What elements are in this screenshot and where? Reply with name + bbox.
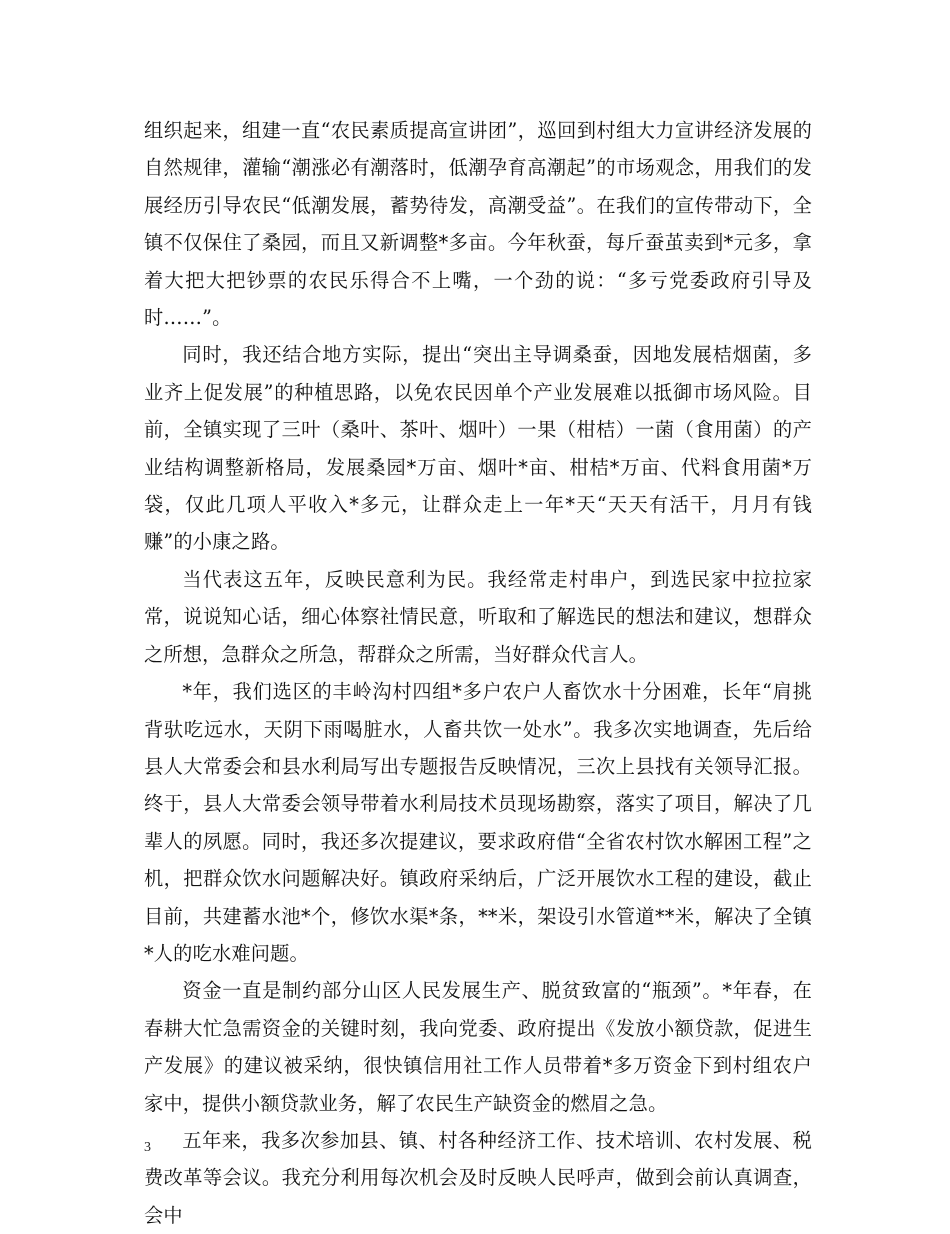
- paragraph-5: 资金一直是制约部分山区人民发展生产、脱贫致富的“瓶颈”。*年春，在春耕大忙急需资金的关键时刻，我向党委、政府提出《发放小额贷款，促进生产发展》的建议被采纳，很快镇信用社工作人员带着*多万资金下到村组农户家中，提供小额贷款业务，解了农民生产缺资金的燃眉之急。: [144, 979, 812, 1115]
- page-number: 3: [144, 1140, 151, 1155]
- paragraph-3: 当代表这五年，反映民意利为民。我经常走村串户，到选民家中拉拉家常，说说知心话，细心体察社情民意，听取和了解选民的想法和建议，想群众之所想，急群众之所急，帮群众之所需，当好群众代言人。: [144, 567, 812, 666]
- document-body: [144, 112, 812, 1234]
- paragraph-2: 同时，我还结合地方实际，提出“突出主导调桑蚕，因地发展桔烟菌，多业齐上促发展”的种植思路，以免农民因单个产业发展难以抵御市场风险。目前，全镇实现了三叶（桑叶、茶叶、烟叶）一果（柑桔）一菌（食用菌）的产业结构调整新格局，发展桑园*万亩、烟叶*亩、柑桔*万亩、代料食用菌*万袋，仅此几项人平收入*多元，让群众走上一年*天“天天有活干，月月有钱赚”的小康之路。: [144, 343, 812, 554]
- paragraph-4: *年，我们选区的丰岭沟村四组*多户农户人畜饮水十分困难，长年“肩挑背驮吃远水，天阴下雨喝脏水，人畜共饮一处水”。我多次实地调查，先后给县人大常委会和县水利局写出专题报告反映情况，三次上县找有关领导汇报。终于，县人大常委会领导带着水利局技术员现场勘察，落实了项目，解决了几辈人的夙愿。同时，我还多次提建议，要求政府借“全省农村饮水解困工程”之机，把群众饮水问题解决好。镇政府采纳后，广泛开展饮水工程的建设，截止目前，共建蓄水池*个，修饮水渠*条，**米，架设引水管道**米，解决了全镇*人的吃水难问题。: [144, 680, 812, 965]
- paragraph-1: 组织起来，组建一直“农民素质提高宣讲团”，巡回到村组大力宣讲经济发展的自然规律，灌输“潮涨必有潮落时，低潮孕育高潮起”的市场观念，用我们的发展经历引导农民“低潮发展，蓄势待发，高潮受益”。在我们的宣传带动下，全镇不仅保住了桑园，而且又新调整*多亩。今年秋蚕，每斤蚕茧卖到*元多，拿着大把大把钞票的农民乐得合不上嘴，一个劲的说：“多亏党委政府引导及时……”。: [144, 119, 812, 330]
- paragraph-6: 五年来，我多次参加县、镇、村各种经济工作、技术培训、农村发展、税费改革等会议。我充分利用每次机会及时反映人民呼声，做到会前认真调查，会中: [144, 1128, 812, 1227]
